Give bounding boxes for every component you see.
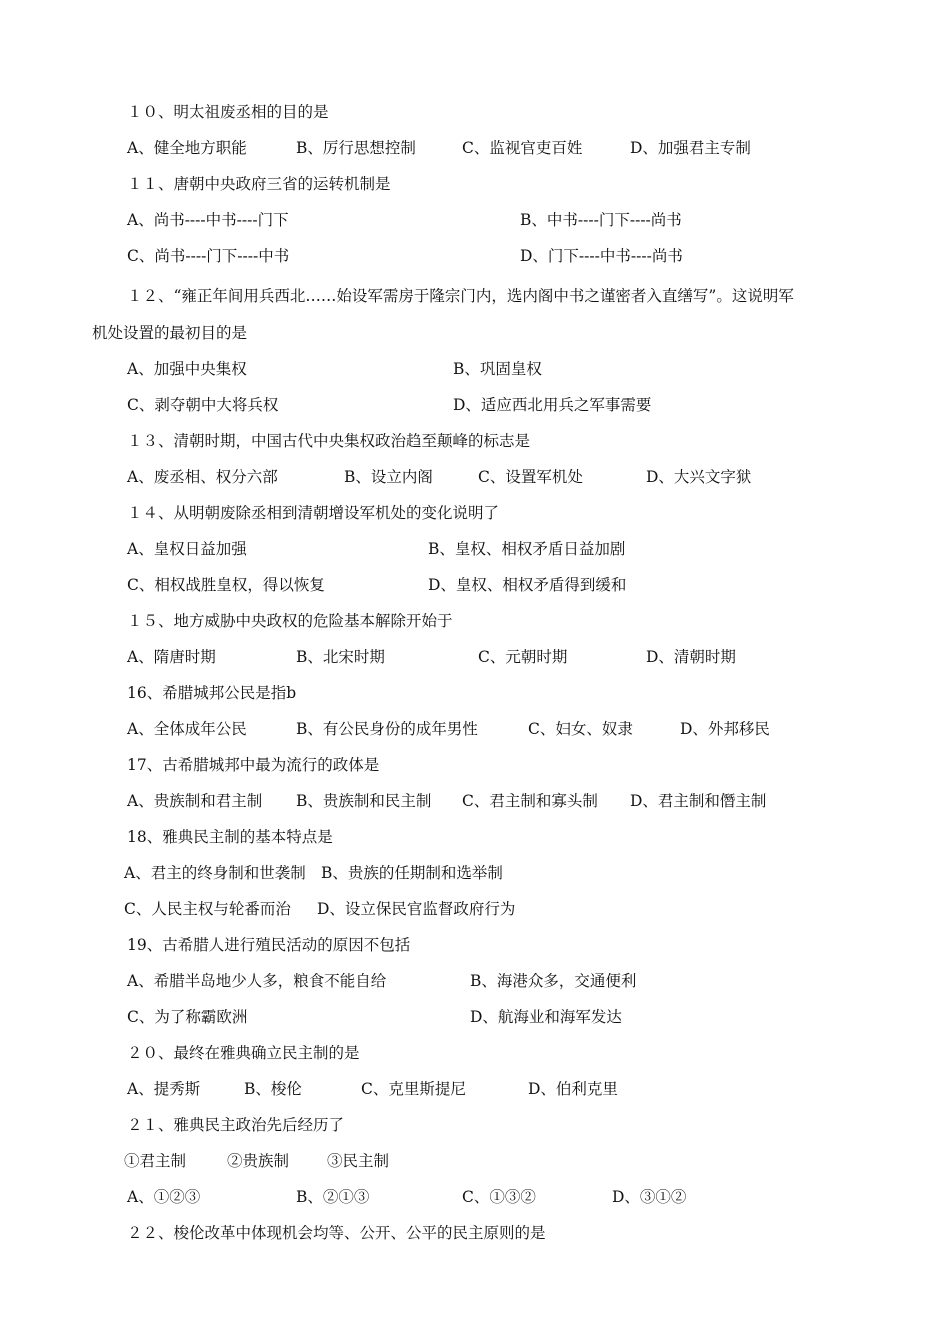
option-d: D、皇权、相权矛盾得到缓和: [428, 576, 627, 594]
option-a: A、全体成年公民: [127, 720, 247, 738]
exam-page: １０、明太祖废丞相的目的是 A、健全地方职能 B、厉行思想控制 C、监视官吏百姓 D、加强君主专制 １１、唐朝中央政府三省的运转机制是 A、尚书----中书----门下 B、中书----门下----尚书 C、尚书----门下----中书 D、门下----中书----尚书 １２、“雍正年间用兵西北……始设军需房于隆宗门内，选内阁中书之谨密者入直缮写”。这说明军 机处设置的最初目的是 A、加强中央集权 B、巩固皇权 C、剥夺朝中大将兵权 D、适应西北用兵之军事需要 １３、清朝时期，中国古代中央集权政治趋至颠峰的标志是 A、废丞相、权分六部 B、设立内阁 C、设置军机处 D、大兴文字狱 １４、从明朝废除丞相到清朝增设军机处的变化说明了 A、皇权日益加强 B、皇权、相权矛盾日益加剧 C、相权战胜皇权，得以恢复 D、皇权、相权矛盾得到缓和 １５、地方威胁中央政权的危险基本解除开始于 A、隋唐时期 B、北宋时期 C、元朝时期 D、清朝时期 16、希腊城邦公民是指b A、全体成年公民 B、有公民身份的成年男性 C、妇女、奴隶 D、外邦移民 17、古希腊城邦中最为流行的政体是 A、贵族制和君主制 B、贵族制和民主制 C、君主制和寡头制 D、君主制和僭主制 18、雅典民主制的基本特点是 A、君主的终身制和世袭制 B、贵族的任期制和选举制 C、人民主权与轮番而治 D、设立保民官监督政府行为 19、古希腊人进行殖民活动的原因不包括 A、希腊半岛地少人多，粮食不能自给 B、海港众多，交通便利 C、为了称霸欧洲 D、航海业和海军发达 ２０、最终在雅典确立民主制的是 A、提秀斯 B、梭伦 C、克里斯提尼 D、伯利克里 ２１、雅典民主政治先后经历了 ①君主制 ②贵族制 ③民主制 A、①②③ B、②①③ C、①③② D、③①② ２２、梭伦改革中体现机会均等、公开、公平的民主原则的是: [92, 103, 794, 1242]
option-a: A、①②③: [127, 1188, 201, 1206]
option-c: C、君主制和寡头制: [462, 792, 598, 810]
option-c: C、设置军机处: [478, 468, 583, 486]
option-a: A、废丞相、权分六部: [127, 468, 278, 486]
option-b: B、中书----门下----尚书: [520, 211, 682, 229]
option-b: B、②①③: [296, 1188, 370, 1206]
option-d: D、君主制和僭主制: [630, 792, 767, 810]
option-b: B、海港众多，交通便利: [470, 972, 637, 990]
option-a: A、皇权日益加强: [127, 540, 247, 558]
option-d: D、适应西北用兵之军事需要: [453, 396, 652, 414]
option-b: B、梭伦: [244, 1080, 302, 1098]
option-c: C、妇女、奴隶: [528, 720, 633, 738]
option-d: D、航海业和海军发达: [470, 1008, 622, 1026]
option-c: C、为了称霸欧洲: [127, 1008, 248, 1026]
option-b: B、设立内阁: [344, 468, 433, 486]
option-c: C、元朝时期: [478, 648, 568, 666]
option-d: D、③①②: [612, 1188, 687, 1206]
option-a: A、尚书----中书----门下: [127, 211, 289, 229]
item-3: ③民主制: [327, 1152, 390, 1170]
option-d: D、清朝时期: [646, 648, 736, 666]
option-c: C、相权战胜皇权，得以恢复: [127, 576, 325, 594]
option-d: D、加强君主专制: [630, 139, 751, 157]
option-c: C、①③②: [462, 1188, 536, 1206]
item-1: ①君主制: [124, 1152, 187, 1170]
option-d: D、门下----中书----尚书: [520, 247, 683, 265]
option-a: A、君主的终身制和世袭制: [124, 864, 306, 882]
option-b: B、贵族制和民主制: [296, 792, 432, 810]
option-a: A、隋唐时期: [127, 648, 216, 666]
option-a: A、希腊半岛地少人多，粮食不能自给: [127, 972, 387, 990]
option-b: B、巩固皇权: [453, 360, 542, 378]
option-b: B、北宋时期: [296, 648, 385, 666]
option-b: B、有公民身份的成年男性: [296, 720, 478, 738]
option-d: D、外邦移民: [680, 720, 770, 738]
option-a: A、贵族制和君主制: [127, 792, 263, 810]
option-b: B、皇权、相权矛盾日益加剧: [428, 540, 626, 558]
option-c: C、剥夺朝中大将兵权: [127, 396, 279, 414]
option-a: A、加强中央集权: [127, 360, 247, 378]
item-2: ②贵族制: [227, 1152, 290, 1170]
option-a: A、提秀斯: [127, 1080, 201, 1098]
option-a: A、健全地方职能: [127, 139, 247, 157]
option-c: C、监视官吏百姓: [462, 139, 583, 157]
option-d: D、大兴文字狱: [646, 468, 752, 486]
option-d: D、伯利克里: [528, 1080, 618, 1098]
option-b: B、贵族的任期制和选举制: [321, 864, 503, 882]
option-b: B、厉行思想控制: [296, 139, 416, 157]
option-d: D、设立保民官监督政府行为: [317, 900, 516, 918]
option-c: C、尚书----门下----中书: [127, 247, 290, 265]
option-c: C、人民主权与轮番而治: [124, 900, 291, 918]
option-c: C、克里斯提尼: [361, 1080, 466, 1098]
